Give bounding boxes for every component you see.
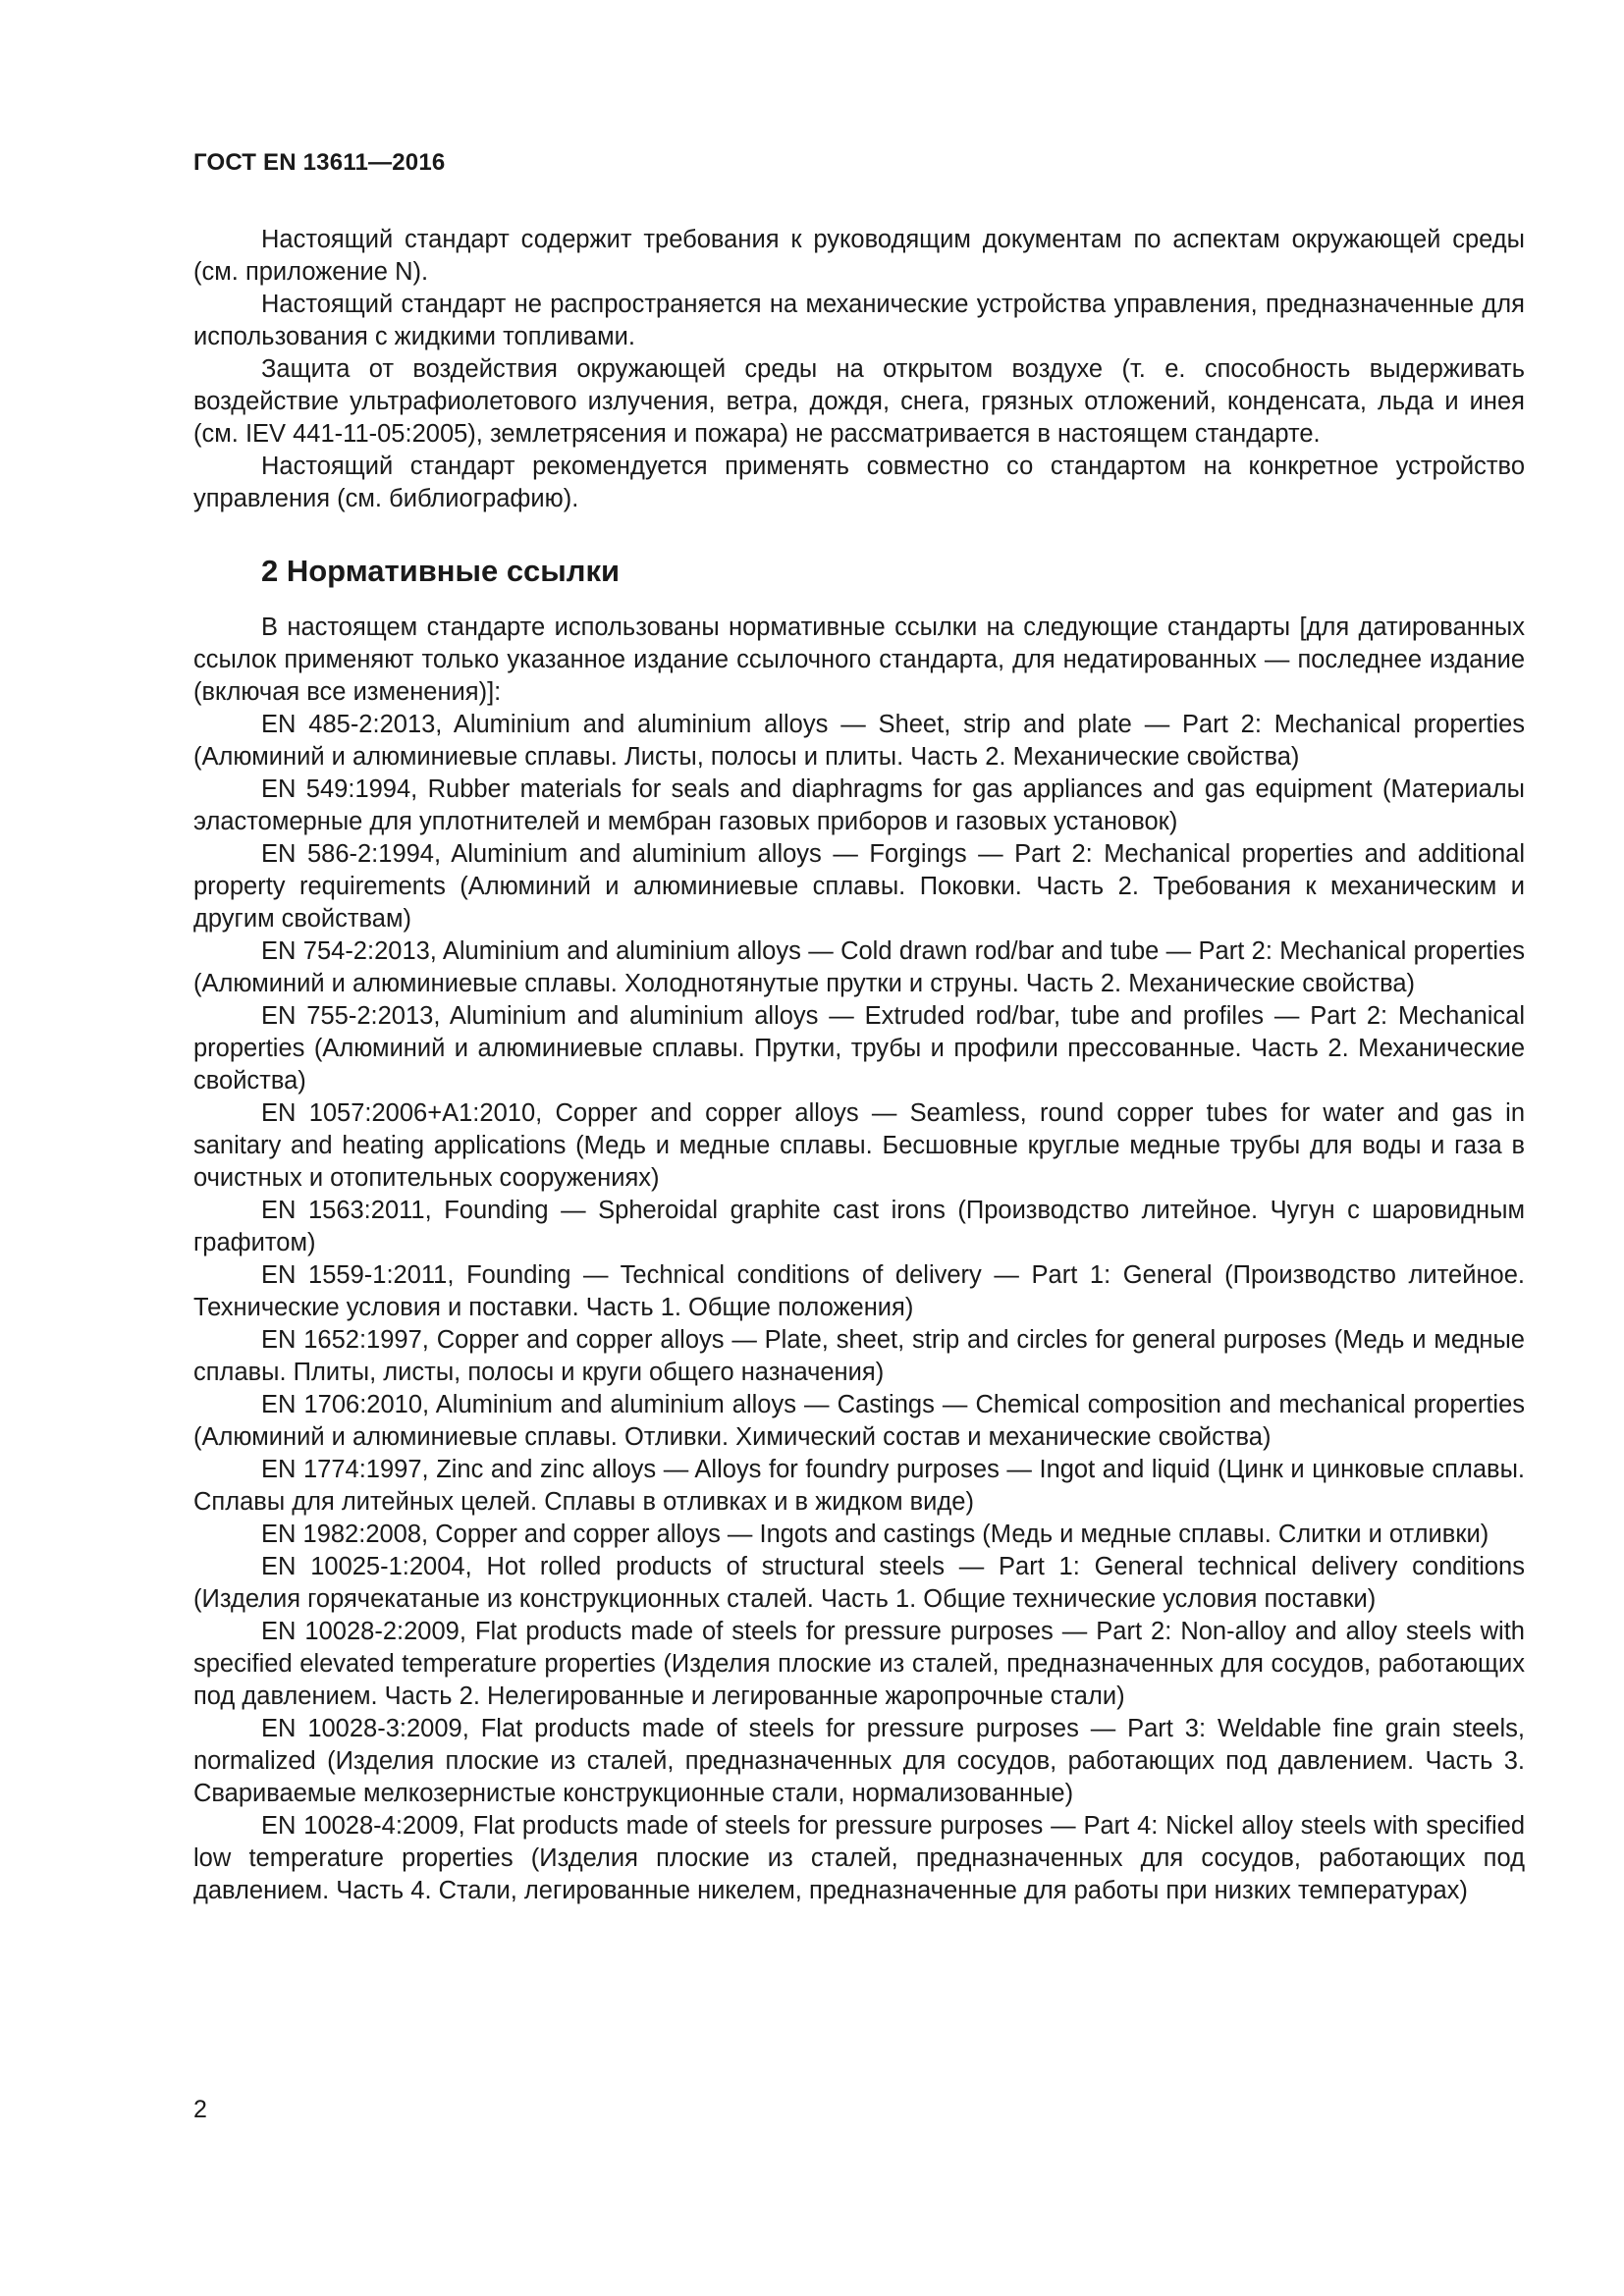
reference-item: EN 755-2:2013, Aluminium and aluminium alloys — Extruded rod/bar, tube and profiles — Part 2: Mechanical properties (Алюминий и алюминиевые сплавы. Прутки, трубы и профили прессованные. Часть 2. Механические свойства) <box>193 1002 1525 1095</box>
reference-item: EN 1982:2008, Copper and copper alloys — Ingots and castings (Медь и медные сплавы. Слитки и отливки) <box>261 1521 1489 1548</box>
reference-item: EN 754-2:2013, Aluminium and aluminium alloys — Cold drawn rod/bar and tube — Part 2: Mechanical properties (Алюминий и алюминиевые сплавы. Холоднотянутые прутки и струны. Часть 2. Механические свойства) <box>193 937 1525 997</box>
reference-item: EN 1706:2010, Aluminium and aluminium alloys — Castings — Chemical composition and mechanical properties (Алюминий и алюминиевые сплавы. Отливки. Химический состав и механические свойства) <box>193 1391 1525 1451</box>
normative-references-intro: В настоящем стандарте использованы нормативные ссылки на следующие стандарты [для датированных ссылок применяют только указанное издание ссылочного стандарта, для недатированных — последнее издание (включая все изменения)]: <box>193 614 1525 706</box>
page-number: 2 <box>193 2096 207 2123</box>
scope-paragraph: Настоящий стандарт содержит требования к руководящим документам по аспектам окружающей среды (см. приложение N). <box>193 226 1525 286</box>
reference-item: EN 549:1994, Rubber materials for seals and diaphragms for gas appliances and gas equipment (Материалы эластомерные для уплотнителей и мембран газовых приборов и газовых установок) <box>193 775 1525 835</box>
reference-item: EN 1559-1:2011, Founding — Technical conditions of delivery — Part 1: General (Производство литейное. Технические условия и поставки. Часть 1. Общие положения) <box>193 1261 1525 1321</box>
reference-item: EN 1563:2011, Founding — Spheroidal graphite cast irons (Производство литейное. Чугун с шаровидным графитом) <box>193 1197 1525 1256</box>
page-content <box>193 224 1525 1907</box>
reference-item: EN 10028-2:2009, Flat products made of steels for pressure purposes — Part 2: Non-alloy and alloy steels with specified elevated temperature properties (Изделия плоские из сталей, предназначенных для сосудов, работающих под давлением. Часть 2. Нелегированные и легированные жаропрочные стали) <box>193 1618 1525 1710</box>
normative-references-list <box>193 709 1525 1907</box>
reference-item: EN 10025-1:2004, Hot rolled products of structural steels — Part 1: General technical delivery conditions (Изделия горячекатаные из конструкционных сталей. Часть 1. Общие технические условия поставки) <box>193 1553 1525 1613</box>
reference-item: EN 485-2:2013, Aluminium and aluminium alloys — Sheet, strip and plate — Part 2: Mechanical properties (Алюминий и алюминиевые сплавы. Листы, полосы и плиты. Часть 2. Механические свойства) <box>193 711 1525 771</box>
reference-item: EN 1652:1997, Copper and copper alloys — Plate, sheet, strip and circles for general purposes (Медь и медные сплавы. Плиты, листы, полосы и круги общего назначения) <box>193 1326 1525 1386</box>
section-heading-normative-references: 2 Нормативные ссылки <box>261 554 621 588</box>
scope-paragraph: Настоящий стандарт не распространяется на механические устройства управления, предназначенные для использования с жидкими топливами. <box>193 291 1525 350</box>
scope-paragraphs <box>193 224 1525 515</box>
reference-item: EN 10028-3:2009, Flat products made of steels for pressure purposes — Part 3: Weldable fine grain steels, normalized (Изделия плоские из сталей, предназначенных для сосудов, работающих под давлением. Часть 3. Свариваемые мелкозернистые конструкционные стали, нормализованные) <box>193 1715 1525 1807</box>
reference-item: EN 1057:2006+A1:2010, Copper and copper alloys — Seamless, round copper tubes for water and gas in sanitary and heating applications (Медь и медные сплавы. Бесшовные круглые медные трубы для воды и газа в очистных и отопительных сооружениях) <box>193 1099 1525 1192</box>
reference-item: EN 586-2:1994, Aluminium and aluminium alloys — Forgings — Part 2: Mechanical properties and additional property requirements (Алюминий и алюминиевые сплавы. Поковки. Часть 2. Требования к механическим и другим свойствам) <box>193 840 1525 933</box>
scope-paragraph: Настоящий стандарт рекомендуется применять совместно со стандартом на конкретное устройство управления (см. библиографию). <box>193 453 1525 512</box>
running-header-standard-code: ГОСТ EN 13611—2016 <box>193 149 446 176</box>
reference-item: EN 10028-4:2009, Flat products made of steels for pressure purposes — Part 4: Nickel alloy steels with specified low temperature properties (Изделия плоские из сталей, предназначенных для сосудов, работающих под давлением. Часть 4. Стали, легированные никелем, предназначенные для работы при низких температурах) <box>193 1812 1525 1904</box>
scope-paragraph: Защита от воздействия окружающей среды на открытом воздухе (т. е. способность выдерживать воздействие ультрафиолетового излучения, ветра, дождя, снега, грязных отложений, конденсата, льда и инея (см. IEV 441-11-05:2005), землетрясения и пожара) не рассматривается в настоящем стандарте. <box>193 355 1525 448</box>
reference-item: EN 1774:1997, Zinc and zinc alloys — Alloys for foundry purposes — Ingot and liquid (Цинк и цинковые сплавы. Сплавы для литейных целей. Сплавы в отливках и в жидком виде) <box>193 1456 1525 1516</box>
